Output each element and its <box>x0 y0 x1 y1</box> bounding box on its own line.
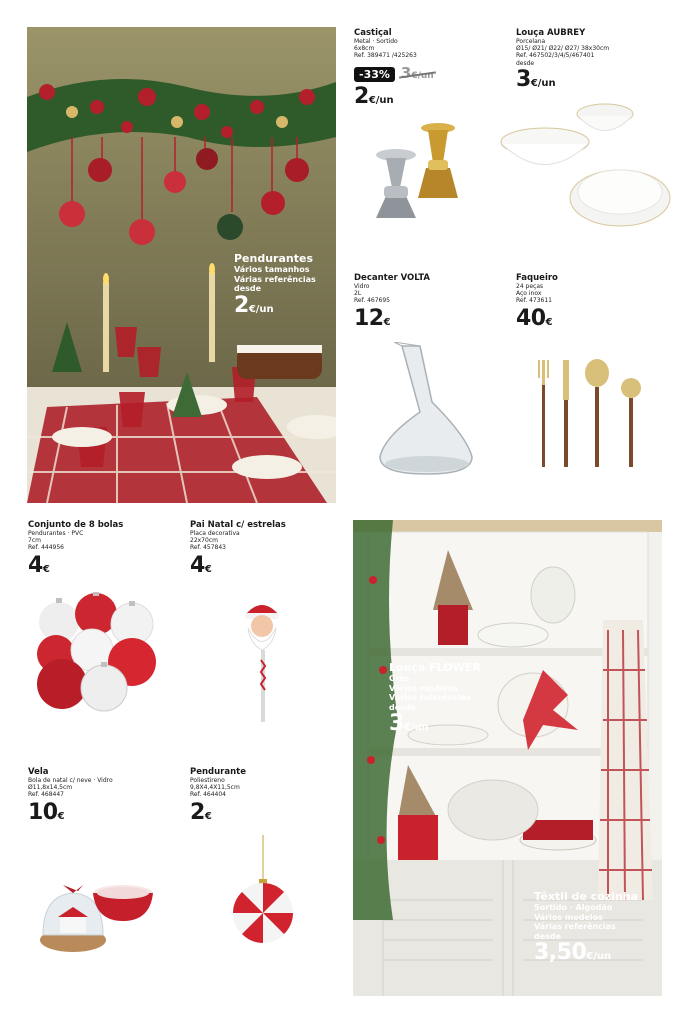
product-desc: Ref. 389471 /425263 <box>354 52 417 60</box>
pai-natal-image <box>240 600 285 725</box>
product-desc: 2L <box>354 290 362 298</box>
price-integer: 2 <box>354 83 369 109</box>
price-unit: € <box>545 316 553 328</box>
price-unit: €/un <box>403 722 429 733</box>
product-desc: Pendurantes · PVC <box>28 530 84 537</box>
bolas-image <box>34 592 159 717</box>
product-name: Louça AUBREY <box>516 28 586 38</box>
price-unit: €/un <box>248 303 274 315</box>
product-desc: desde <box>516 59 535 67</box>
product-desc: Ref. 473611 <box>516 297 552 305</box>
price-integer: 2 <box>234 292 249 318</box>
castical-image <box>370 118 470 230</box>
product-louca-aubrey <box>516 28 609 91</box>
price-integer: 4 <box>28 552 43 578</box>
product-desc: Porcelana <box>516 38 546 45</box>
product-price <box>516 305 558 331</box>
product-desc: Ref. 467695 <box>354 297 390 305</box>
hero-title: Pendurantes <box>234 252 314 265</box>
product-name: Faqueiro <box>516 273 558 283</box>
product-desc: Metal · Sortido <box>354 38 398 45</box>
product-desc: Ø15/ Ø21/ Ø22/ Ø27/ 38x30cm <box>516 45 610 53</box>
product-desc: 9,8X4,4X11,5cm <box>190 784 240 792</box>
product-desc: Bola de natal c/ neve · Vidro <box>28 777 113 784</box>
product-name: Pendurante <box>190 767 246 777</box>
price-integer: 2 <box>190 799 205 825</box>
product-desc: Ø11,8x14,5cm <box>28 784 73 792</box>
product-desc: Ref. 468447 <box>28 791 64 799</box>
textil-line: Vários modelos <box>534 912 603 922</box>
discount-row <box>354 63 434 82</box>
product-castical <box>354 28 434 108</box>
product-price <box>354 305 430 331</box>
faqueiro-image <box>530 355 650 470</box>
price-integer: 10 <box>28 799 58 825</box>
price-unit: €/un <box>530 77 556 89</box>
product-desc: 6x8cm <box>354 45 375 53</box>
product-name: Vela <box>28 767 49 777</box>
louca-flower-line: Várias referências <box>389 693 471 702</box>
product-name: Castiçal <box>354 28 392 38</box>
price-integer: 4 <box>190 552 205 578</box>
hero-price <box>234 292 316 318</box>
price-unit: € <box>383 316 391 328</box>
old-price: 3€/un <box>400 63 434 82</box>
decanter-image <box>372 342 482 477</box>
product-name: Decanter VOLTA <box>354 273 431 283</box>
price-unit: € <box>57 810 65 822</box>
louca-flower-line: desde <box>389 702 417 712</box>
price-integer: 12 <box>354 305 384 331</box>
textil-line: desde <box>534 931 562 941</box>
vela-image <box>38 875 156 955</box>
price-unit: €/un <box>368 94 394 106</box>
product-desc: Placa decorativa <box>190 530 240 537</box>
product-decanter <box>354 273 430 330</box>
product-price <box>190 552 286 578</box>
price-unit: € <box>42 563 50 575</box>
louca-aubrey-image <box>500 100 672 230</box>
louca-flower-line: Vários modelos <box>389 683 458 693</box>
product-price <box>190 799 246 825</box>
price-unit: € <box>204 810 212 822</box>
product-desc: Ref. 444956 <box>28 544 64 552</box>
price-integer: 40 <box>516 305 546 331</box>
textil-price <box>534 942 638 964</box>
product-price <box>28 552 123 578</box>
hero-line: Várias referências <box>234 274 316 284</box>
product-price <box>28 799 113 825</box>
product-price <box>516 66 609 92</box>
product-desc: Aço inox <box>516 290 542 298</box>
textil-line: Várias referências <box>534 922 616 931</box>
product-faqueiro <box>516 273 558 330</box>
product-name: Conjunto de 8 bolas <box>28 520 124 530</box>
louca-flower-caption <box>389 661 481 735</box>
product-pai-natal <box>190 520 286 577</box>
product-desc: Poliestireno <box>190 777 225 784</box>
louca-flower-title: Louça FLOWER <box>389 661 481 674</box>
discount-badge: -33% <box>354 67 395 82</box>
textil-line: Sortido · Algodão <box>534 903 613 912</box>
hero-line: desde <box>234 284 262 293</box>
textil-caption <box>534 890 638 964</box>
price-integer: 3 <box>516 66 531 92</box>
product-desc: Ref. 457843 <box>190 544 226 552</box>
louca-flower-price <box>389 713 481 735</box>
pendurante-image <box>228 835 298 947</box>
hero-caption <box>234 252 316 317</box>
product-desc: Vidro <box>354 283 370 290</box>
price-unit: € <box>204 563 212 575</box>
product-vela <box>28 767 113 824</box>
price-unit: €/un <box>586 951 612 962</box>
product-desc: Ref. 467502/3/4/5/467401 <box>516 52 595 60</box>
textil-title: Têxtil de cozinha <box>534 890 639 903</box>
product-price <box>354 83 434 109</box>
product-desc: 22x70cm <box>190 537 218 545</box>
product-desc: 24 peças <box>516 283 544 290</box>
louca-flower-line: Grês <box>389 674 410 683</box>
product-name: Pai Natal c/ estrelas <box>190 520 286 530</box>
hero-line: Vários tamanhos <box>234 265 310 274</box>
product-pendurante <box>190 767 246 824</box>
product-bolas <box>28 520 123 577</box>
product-desc: 7cm <box>28 537 41 545</box>
product-desc: Ref. 464404 <box>190 791 226 799</box>
price-integer: 3 <box>389 711 404 736</box>
price-integer: 3,50 <box>534 940 587 965</box>
